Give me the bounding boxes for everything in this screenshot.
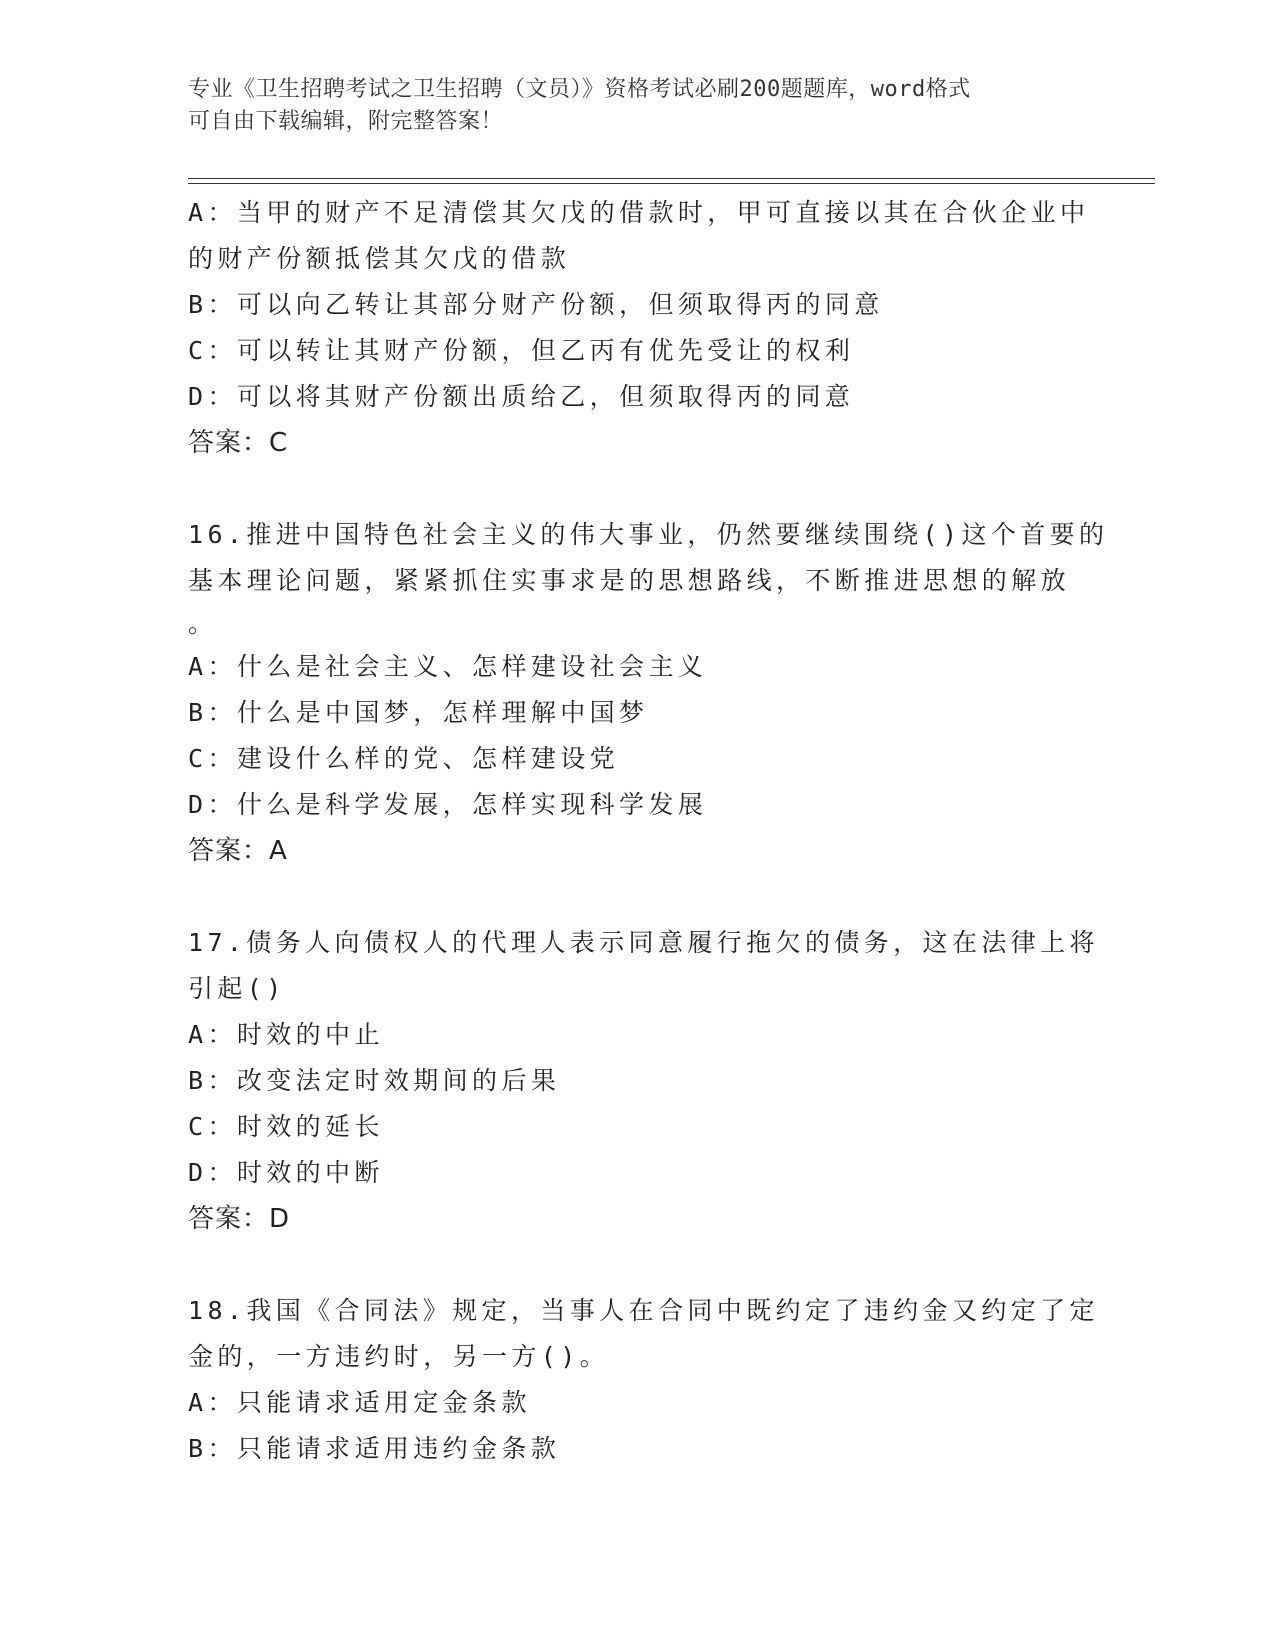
q15-option-b: B：可以向乙转让其部分财产份额，但须取得丙的同意 <box>188 290 884 319</box>
q16-stem-line1: 16.推进中国特色社会主义的伟大事业，仍然要继续围绕()这个首要的 <box>188 520 1109 549</box>
q17-stem-line1: 17.债务人向债权人的代理人表示同意履行拖欠的债务，这在法律上将 <box>188 928 1099 957</box>
question-18 <box>188 1288 1099 1472</box>
q16-option-c: C：建设什么样的党、怎样建设党 <box>188 744 620 773</box>
question-17 <box>188 920 1099 1242</box>
q18-stem-line1: 18.我国《合同法》规定，当事人在合同中既约定了违约金又约定了定 <box>188 1296 1099 1325</box>
question-16 <box>188 512 1109 874</box>
header-divider-bottom <box>188 183 1155 184</box>
q15-option-c: C：可以转让其财产份额，但乙丙有优先受让的权利 <box>188 336 855 365</box>
q18-option-a: A：只能请求适用定金条款 <box>188 1388 531 1417</box>
q17-answer: 答案：D <box>188 1204 291 1234</box>
q17-option-b: B：改变法定时效期间的后果 <box>188 1066 561 1095</box>
document-body <box>188 190 1109 1472</box>
q16-option-b: B：什么是中国梦，怎样理解中国梦 <box>188 698 649 727</box>
spacer <box>188 1242 1088 1288</box>
document-header <box>188 74 1068 138</box>
spacer <box>188 466 1088 512</box>
q17-option-a: A：时效的中止 <box>188 1020 384 1049</box>
header-title-line2: 可自由下载编辑，附完整答案！ <box>188 109 504 134</box>
q17-stem-line2: 引起() <box>188 974 286 1003</box>
q15-option-a-line1: A：当甲的财产不足清偿其欠戊的借款时，甲可直接以其在合伙企业中 <box>188 198 1090 227</box>
q15-option-d: D：可以将其财产份额出质给乙，但须取得丙的同意 <box>188 382 855 411</box>
q16-answer: 答案：A <box>188 836 288 866</box>
question-15 <box>188 190 1088 466</box>
q16-stem-line3: 。 <box>188 609 218 638</box>
q17-option-c: C：时效的延长 <box>188 1112 384 1141</box>
q15-answer: 答案：C <box>188 428 289 458</box>
q15-option-a-line2: 的财产份额抵偿其欠戊的借款 <box>188 244 571 273</box>
q16-option-a: A：什么是社会主义、怎样建设社会主义 <box>188 652 708 681</box>
spacer <box>188 874 1088 920</box>
header-title-line1: 专业《卫生招聘考试之卫生招聘（文员）》资格考试必刷200题题库，word格式 <box>188 77 971 102</box>
q18-stem-line2: 金的，一方违约时，另一方()。 <box>188 1342 610 1371</box>
header-divider-top <box>188 178 1155 179</box>
q17-option-d: D：时效的中断 <box>188 1158 384 1187</box>
q18-option-b: B：只能请求适用违约金条款 <box>188 1434 561 1463</box>
q16-stem-line2: 基本理论问题，紧紧抓住实事求是的思想路线，不断推进思想的解放 <box>188 566 1071 595</box>
q16-option-d: D：什么是科学发展，怎样实现科学发展 <box>188 790 708 819</box>
